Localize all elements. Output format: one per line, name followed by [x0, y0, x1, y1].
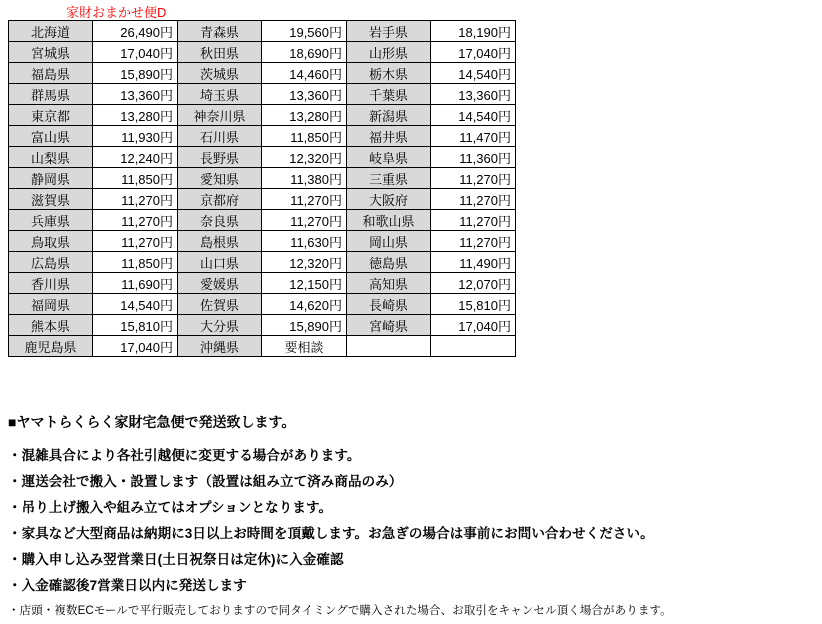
price-cell: 11,270円: [431, 210, 516, 231]
table-row: [9, 189, 516, 210]
prefecture-cell: 三重県: [347, 168, 431, 189]
prefecture-cell: 東京都: [9, 105, 93, 126]
price-cell: 13,280円: [262, 105, 347, 126]
price-cell: 11,850円: [262, 126, 347, 147]
prefecture-cell: 山口県: [178, 252, 262, 273]
price-cell: 11,930円: [93, 126, 178, 147]
table-row: [9, 147, 516, 168]
prefecture-cell: 高知県: [347, 273, 431, 294]
table-row: [9, 84, 516, 105]
prefecture-cell: 大分県: [178, 315, 262, 336]
price-cell: 13,360円: [93, 84, 178, 105]
prefecture-cell: 和歌山県: [347, 210, 431, 231]
prefecture-cell: 兵庫県: [9, 210, 93, 231]
prefecture-cell: 青森県: [178, 21, 262, 42]
price-cell: 11,270円: [431, 189, 516, 210]
price-cell: 11,630円: [262, 231, 347, 252]
price-cell: 11,270円: [262, 210, 347, 231]
prefecture-cell: 北海道: [9, 21, 93, 42]
table-row: [9, 336, 516, 357]
prefecture-cell: 沖縄県: [178, 336, 262, 357]
price-cell: 14,540円: [431, 105, 516, 126]
price-cell: 11,270円: [93, 210, 178, 231]
price-cell: 18,190円: [431, 21, 516, 42]
price-cell: 12,240円: [93, 147, 178, 168]
price-cell: 14,620円: [262, 294, 347, 315]
price-cell: 11,490円: [431, 252, 516, 273]
page-title: 家財おまかせ便D: [66, 5, 167, 20]
price-cell: 13,360円: [431, 84, 516, 105]
price-cell: 11,360円: [431, 147, 516, 168]
prefecture-cell: 宮崎県: [347, 315, 431, 336]
price-cell: 12,320円: [262, 147, 347, 168]
shipping-fee-table: [8, 20, 516, 357]
prefecture-cell: 滋賀県: [9, 189, 93, 210]
prefecture-cell: 長崎県: [347, 294, 431, 315]
price-cell: 12,150円: [262, 273, 347, 294]
prefecture-cell: 群馬県: [9, 84, 93, 105]
prefecture-cell: 京都府: [178, 189, 262, 210]
table-row: [9, 63, 516, 84]
table-row: [9, 210, 516, 231]
price-cell: 11,270円: [93, 231, 178, 252]
price-cell: 11,470円: [431, 126, 516, 147]
prefecture-cell: 愛媛県: [178, 273, 262, 294]
table-row: [9, 126, 516, 147]
prefecture-cell: 石川県: [178, 126, 262, 147]
price-cell: 11,380円: [262, 168, 347, 189]
price-cell: 11,850円: [93, 168, 178, 189]
prefecture-cell: 山梨県: [9, 147, 93, 168]
prefecture-cell: 大阪府: [347, 189, 431, 210]
price-cell: 11,690円: [93, 273, 178, 294]
prefecture-cell: 奈良県: [178, 210, 262, 231]
prefecture-cell: 広島県: [9, 252, 93, 273]
notes-small-line: ・店頭・複数ECモールで平行販売しておりますので同タイミングで購入された場合、お取引をキャンセル頂く場合があります。: [8, 605, 672, 617]
table-row: [9, 21, 516, 42]
note-line: ・購入申し込み翌営業日(土日祝祭日は定休)に入金確認: [8, 552, 344, 567]
prefecture-cell: 鳥取県: [9, 231, 93, 252]
prefecture-cell: 富山県: [9, 126, 93, 147]
prefecture-cell: 静岡県: [9, 168, 93, 189]
prefecture-cell: 香川県: [9, 273, 93, 294]
table-row: [9, 105, 516, 126]
prefecture-cell: 熊本県: [9, 315, 93, 336]
price-cell: 14,460円: [262, 63, 347, 84]
prefecture-cell: 岐阜県: [347, 147, 431, 168]
table-row: [9, 42, 516, 63]
prefecture-cell: 福岡県: [9, 294, 93, 315]
prefecture-cell: 福井県: [347, 126, 431, 147]
table-row: [9, 273, 516, 294]
fee-table-body: [9, 21, 516, 357]
prefecture-cell: 秋田県: [178, 42, 262, 63]
empty-cell: [431, 336, 516, 357]
price-cell: 15,810円: [431, 294, 516, 315]
prefecture-cell: 徳島県: [347, 252, 431, 273]
price-cell: 14,540円: [93, 294, 178, 315]
prefecture-cell: 長野県: [178, 147, 262, 168]
price-cell: 15,890円: [262, 315, 347, 336]
price-cell: 19,560円: [262, 21, 347, 42]
table-row: [9, 315, 516, 336]
price-cell: 13,280円: [93, 105, 178, 126]
note-line: ・吊り上げ搬入や組み立てはオプションとなります。: [8, 500, 333, 515]
prefecture-cell: 神奈川県: [178, 105, 262, 126]
note-line: ・入金確認後7営業日以内に発送します: [8, 578, 247, 593]
notes-heading: ■ヤマトらくらく家財宅急便で発送致します。: [8, 414, 296, 430]
prefecture-cell: 山形県: [347, 42, 431, 63]
prefecture-cell: 鹿児島県: [9, 336, 93, 357]
price-cell: 要相談: [262, 336, 347, 357]
price-cell: 11,270円: [431, 231, 516, 252]
price-cell: 17,040円: [93, 42, 178, 63]
notes-section: [8, 412, 814, 624]
table-row: [9, 231, 516, 252]
prefecture-cell: 栃木県: [347, 63, 431, 84]
empty-cell: [347, 336, 431, 357]
prefecture-cell: 島根県: [178, 231, 262, 252]
price-cell: 11,850円: [93, 252, 178, 273]
price-cell: 17,040円: [93, 336, 178, 357]
price-cell: 26,490円: [93, 21, 178, 42]
price-cell: 15,890円: [93, 63, 178, 84]
price-cell: 15,810円: [93, 315, 178, 336]
note-line: ・運送会社で搬入・設置します（設置は組み立て済み商品のみ）: [8, 474, 403, 489]
price-cell: 11,270円: [431, 168, 516, 189]
prefecture-cell: 佐賀県: [178, 294, 262, 315]
prefecture-cell: 岩手県: [347, 21, 431, 42]
price-cell: 17,040円: [431, 42, 516, 63]
price-cell: 13,360円: [262, 84, 347, 105]
price-cell: 12,070円: [431, 273, 516, 294]
price-cell: 11,270円: [262, 189, 347, 210]
price-cell: 12,320円: [262, 252, 347, 273]
prefecture-cell: 茨城県: [178, 63, 262, 84]
prefecture-cell: 宮城県: [9, 42, 93, 63]
prefecture-cell: 新潟県: [347, 105, 431, 126]
price-cell: 18,690円: [262, 42, 347, 63]
price-cell: 17,040円: [431, 315, 516, 336]
prefecture-cell: 千葉県: [347, 84, 431, 105]
price-cell: 14,540円: [431, 63, 516, 84]
table-row: [9, 294, 516, 315]
table-row: [9, 252, 516, 273]
prefecture-cell: 埼玉県: [178, 84, 262, 105]
prefecture-cell: 岡山県: [347, 231, 431, 252]
prefecture-cell: 愛知県: [178, 168, 262, 189]
prefecture-cell: 福島県: [9, 63, 93, 84]
note-line: ・混雑具合により各社引越便に変更する場合があります。: [8, 448, 361, 463]
price-cell: 11,270円: [93, 189, 178, 210]
note-line: ・家具など大型商品は納期に3日以上お時間を頂戴します。お急ぎの場合は事前にお問い合わせください。: [8, 526, 654, 541]
notes-list: [8, 444, 814, 594]
table-row: [9, 168, 516, 189]
